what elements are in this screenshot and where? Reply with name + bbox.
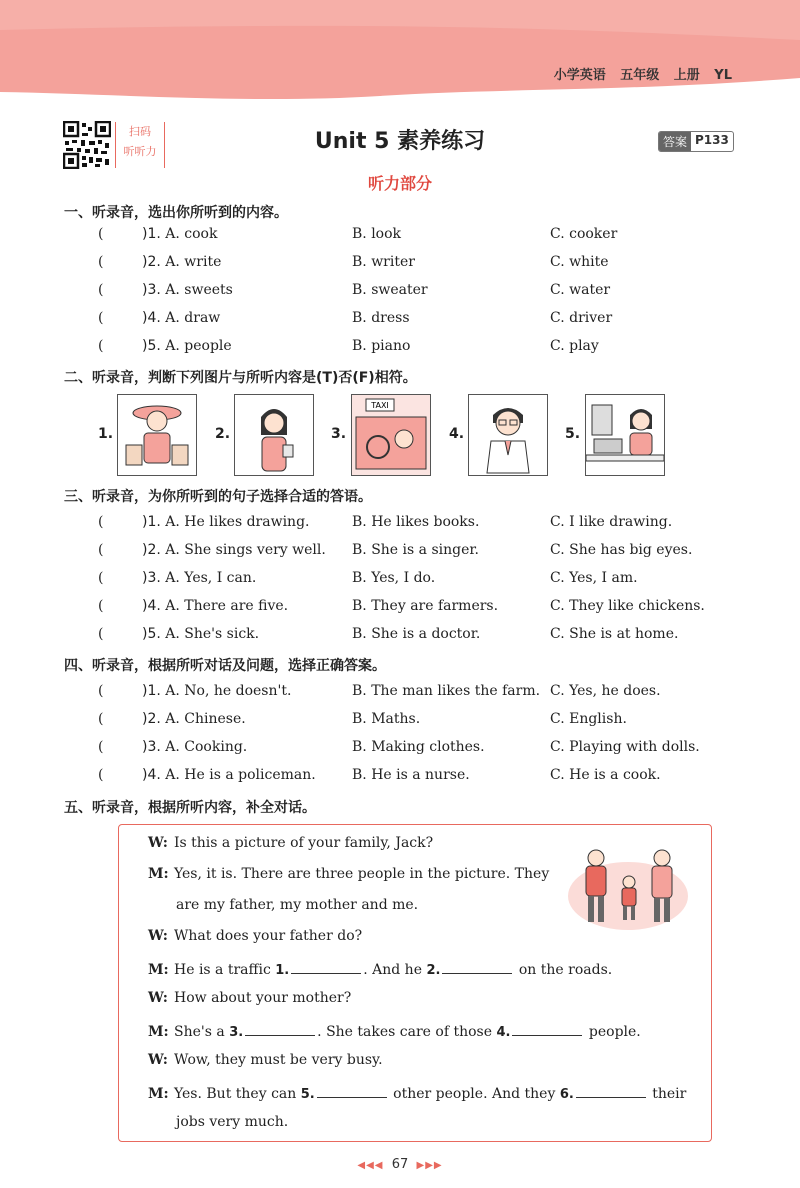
dialog-text: jobs very much. [176, 1114, 289, 1130]
answer-bracket[interactable]: ( [98, 514, 104, 530]
question-row [0, 338, 800, 360]
answer-bracket[interactable]: ( [98, 739, 104, 755]
dialog-text: Yes. But they can [174, 1086, 297, 1102]
nurse-picture[interactable] [234, 394, 314, 476]
blank-number: 1. [275, 963, 290, 978]
office-worker-picture[interactable] [585, 394, 665, 476]
option-b: B. piano [352, 338, 411, 354]
option-a: A. people [165, 338, 232, 354]
picture-number: 1. [98, 426, 114, 442]
page-title: Unit 5 素养练习 [314, 129, 486, 154]
dialog-text: What does your father do? [174, 928, 363, 944]
option-c: C. driver [550, 310, 613, 326]
dialog-text: . She takes care of those [317, 1024, 493, 1040]
picture-number: 2. [215, 426, 231, 442]
page-footer [0, 1157, 800, 1172]
answer-bracket[interactable]: ( [98, 226, 104, 242]
option-b: B. Making clothes. [352, 739, 485, 755]
option-b: B. He is a nurse. [352, 767, 470, 783]
dialog-text: people. [588, 1024, 641, 1040]
answer-bracket[interactable]: ( [98, 570, 104, 586]
answer-bracket[interactable]: ( [98, 683, 104, 699]
answer-bracket[interactable]: ( [98, 626, 104, 642]
question-number: )1. [142, 226, 161, 242]
option-c: C. She is at home. [550, 626, 679, 642]
speaker-label: M: [148, 962, 169, 978]
option-b: B. She is a singer. [352, 542, 479, 558]
question-row [0, 542, 800, 564]
option-a: A. Cooking. [165, 739, 248, 755]
answer-bracket[interactable]: ( [98, 310, 104, 326]
question-number: )5. [142, 338, 161, 354]
speaker-label: W: [148, 928, 168, 944]
blank-number: 4. [496, 1025, 511, 1040]
answer-bracket[interactable]: ( [98, 767, 104, 783]
question-row [0, 282, 800, 304]
right-arrows-icon: ▶▶▶ [416, 1160, 443, 1171]
blank-4[interactable] [512, 1021, 582, 1036]
dialog-text: She's a [174, 1024, 225, 1040]
option-b: B. Maths. [352, 711, 421, 727]
dialog-line [148, 1052, 383, 1068]
dialog-line [148, 959, 612, 978]
question-number: )4. [142, 598, 161, 614]
picture-number: 5. [565, 426, 581, 442]
option-c: C. Yes, he does. [550, 683, 661, 699]
dialog-text: . And he [363, 962, 422, 978]
question-row [0, 767, 800, 789]
section5-title: 五、听录音，根据所听内容，补全对话。 [64, 800, 316, 816]
question-row [0, 598, 800, 620]
option-a: A. He likes drawing. [165, 514, 310, 530]
dialog-text: are my father, my mother and me. [176, 897, 419, 913]
blank-2[interactable] [442, 959, 512, 974]
dialog-text: He is a traffic [174, 962, 271, 978]
speaker-label: W: [148, 1052, 168, 1068]
answer-bracket[interactable]: ( [98, 338, 104, 354]
picture-row [0, 394, 800, 476]
dialog-line [148, 866, 549, 882]
option-b: B. sweater [352, 282, 428, 298]
option-a: A. Chinese. [165, 711, 246, 727]
option-b: B. writer [352, 254, 415, 270]
option-c: C. He is a cook. [550, 767, 661, 783]
answer-tag[interactable] [658, 131, 734, 152]
blank-5[interactable] [317, 1083, 387, 1098]
question-number: )1. [142, 514, 161, 530]
question-number: )5. [142, 626, 161, 642]
question-row [0, 254, 800, 276]
speaker-label: M: [148, 1024, 169, 1040]
dialog-text: Wow, they must be very busy. [174, 1052, 383, 1068]
blank-6[interactable] [576, 1083, 646, 1098]
option-a: A. Yes, I can. [165, 570, 257, 586]
blank-3[interactable] [245, 1021, 315, 1036]
option-a: A. He is a policeman. [165, 767, 316, 783]
option-b: B. Yes, I do. [352, 570, 436, 586]
question-number: )4. [142, 767, 161, 783]
option-a: A. sweets [165, 282, 233, 298]
option-a: A. write [165, 254, 222, 270]
question-number: )4. [142, 310, 161, 326]
option-c: C. She has big eyes. [550, 542, 693, 558]
banner-title: 小学英语 五年级 上册 YL [553, 68, 732, 83]
speaker-label: M: [148, 866, 169, 882]
speaker-label: W: [148, 835, 168, 851]
question-row [0, 226, 800, 248]
question-number: )3. [142, 570, 161, 586]
left-arrows-icon: ◀◀◀ [357, 1160, 384, 1171]
taxi-driver-picture[interactable] [351, 394, 431, 476]
farmer-woman-picture[interactable] [117, 394, 197, 476]
dialog-text: their [652, 1086, 687, 1102]
dialog-line [148, 928, 362, 944]
dialog-line [148, 1083, 686, 1102]
option-a: A. No, he doesn't. [165, 683, 292, 699]
question-number: )3. [142, 282, 161, 298]
section1-title: 一、听录音，选出你所听到的内容。 [64, 205, 288, 221]
answer-page: P133 [695, 133, 729, 147]
question-row [0, 310, 800, 332]
question-row [0, 626, 800, 648]
option-c: C. I like drawing. [550, 514, 673, 530]
header-banner [0, 0, 800, 110]
option-c: C. They like chickens. [550, 598, 705, 614]
dialog-line [148, 835, 433, 851]
doctor-picture[interactable] [468, 394, 548, 476]
option-b: B. She is a doctor. [352, 626, 481, 642]
answer-bracket[interactable]: ( [98, 542, 104, 558]
option-b: B. look [352, 226, 402, 242]
blank-number: 2. [426, 963, 441, 978]
answer-bracket[interactable]: ( [98, 254, 104, 270]
question-number: )2. [142, 711, 161, 727]
part-title: 听力部分 [367, 174, 432, 193]
answer-bracket[interactable]: ( [98, 282, 104, 298]
answer-bracket[interactable]: ( [98, 711, 104, 727]
option-b: B. They are farmers. [352, 598, 499, 614]
question-number: )2. [142, 254, 161, 270]
blank-number: 5. [300, 1087, 315, 1102]
dialog-line [148, 990, 351, 1006]
option-b: B. He likes books. [352, 514, 480, 530]
option-a: A. There are five. [165, 598, 289, 614]
option-c: C. white [550, 254, 609, 270]
option-c: C. play [550, 338, 599, 354]
blank-number: 3. [229, 1025, 244, 1040]
question-row [0, 514, 800, 536]
dialog-text: Yes, it is. There are three people in the picture. They [174, 866, 550, 882]
question-row [0, 570, 800, 592]
option-b: B. dress [352, 310, 410, 326]
scan-label-2: 听听力 [123, 145, 157, 158]
option-a: A. She sings very well. [165, 542, 326, 558]
option-a: A. cook [165, 226, 218, 242]
question-number: )3. [142, 739, 161, 755]
option-c: C. English. [550, 711, 627, 727]
picture-number: 4. [449, 426, 465, 442]
question-row [0, 683, 800, 705]
scan-label-1: 扫码 [129, 125, 151, 138]
dialog-text: How about your mother? [174, 990, 352, 1006]
question-row [0, 711, 800, 733]
question-number: )1. [142, 683, 161, 699]
question-number: )2. [142, 542, 161, 558]
option-c: C. Playing with dolls. [550, 739, 700, 755]
dialog-text: other people. And they [393, 1086, 556, 1102]
taxi-sign: TAXI [371, 401, 389, 410]
speaker-label: W: [148, 990, 168, 1006]
answer-label: 答案 [659, 132, 691, 151]
question-row [0, 739, 800, 761]
picture-number: 3. [331, 426, 347, 442]
option-c: C. Yes, I am. [550, 570, 638, 586]
option-c: C. water [550, 282, 611, 298]
answer-bracket[interactable]: ( [98, 598, 104, 614]
dialog-text: on the roads. [518, 962, 613, 978]
page-number: 67 [391, 1157, 409, 1172]
option-b: B. The man likes the farm. [352, 683, 541, 699]
section3-title: 三、听录音，为你所听到的句子选择合适的答语。 [64, 489, 372, 505]
option-c: C. cooker [550, 226, 618, 242]
speaker-label: M: [148, 1086, 169, 1102]
dialog-line [148, 1021, 641, 1040]
section2-title: 二、听录音，判断下列图片与所听内容是(T)否(F)相符。 [64, 370, 417, 386]
dialog-text: Is this a picture of your family, Jack? [174, 835, 434, 851]
option-a: A. draw [165, 310, 221, 326]
family-illustration [566, 836, 690, 932]
blank-1[interactable] [291, 959, 361, 974]
option-a: A. She's sick. [165, 626, 260, 642]
section4-title: 四、听录音，根据所听对话及问题，选择正确答案。 [64, 658, 386, 674]
blank-number: 6. [559, 1087, 574, 1102]
dialog-line [148, 1114, 288, 1130]
dialog-line [148, 897, 418, 913]
